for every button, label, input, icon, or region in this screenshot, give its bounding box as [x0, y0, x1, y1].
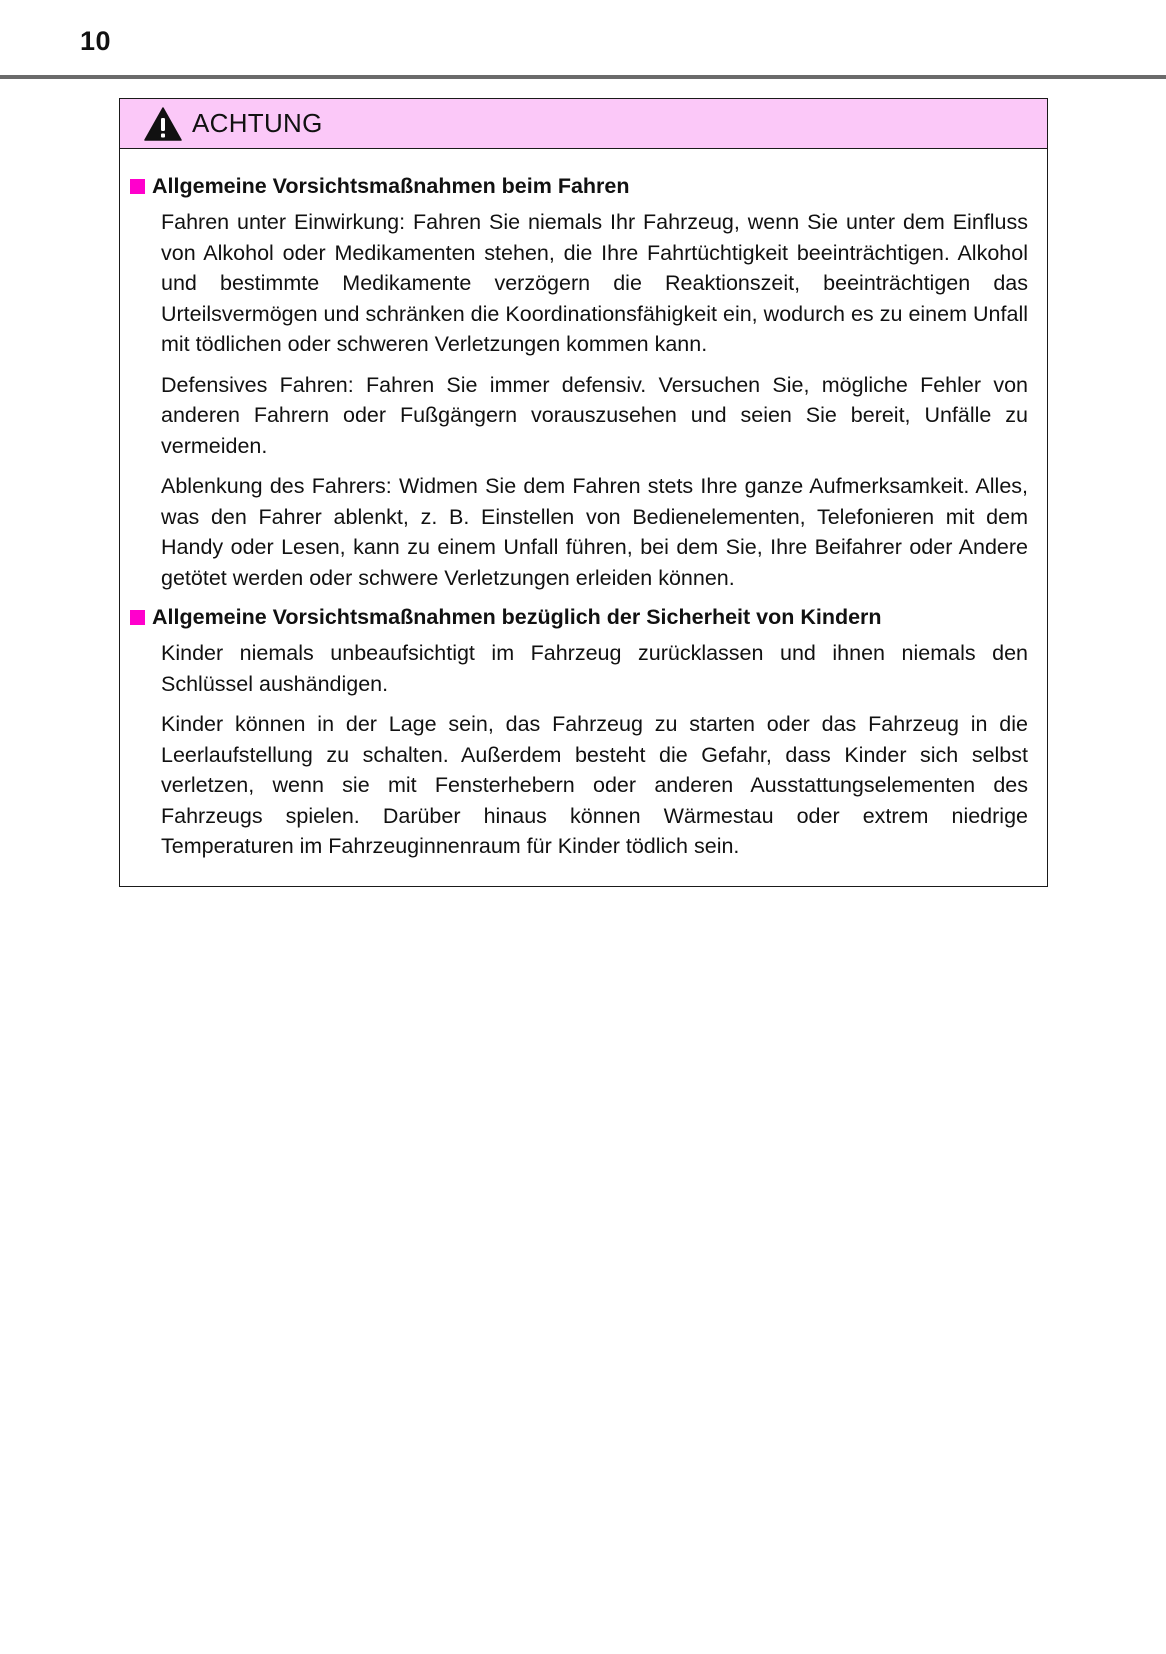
section-heading-text: Allgemeine Vorsichtsmaßnahmen bezüglich der Sicherheit von Kindern — [152, 605, 882, 629]
warning-triangle-icon — [144, 107, 182, 141]
square-bullet-icon — [130, 179, 145, 194]
page-number: 10 — [80, 26, 112, 56]
paragraph-driving-under-influence: Fahren unter Einwirkung: Fahren Sie niemals Ihr Fahrzeug, wenn Sie unter dem Einfluss von Alkohol oder Medikamenten stehen, die Ihre Fahrtüchtigkeit beeinträchtigen. Alkohol und bestimmte Medikamente verzögern die Reaktionszeit, beeinträchtigen das Urteilsvermögen und schränken die Koordinationsfähigkeit ein, wodurch es zu einem Unfall mit tödlichen oder schweren Verletzungen kommen kann. — [161, 210, 1028, 356]
warning-box — [119, 98, 1048, 887]
header-divider — [0, 75, 1166, 79]
warning-title: ACHTUNG — [192, 108, 323, 138]
paragraph-children-unattended: Kinder niemals unbeaufsichtigt im Fahrzeug zurücklassen und ihnen niemals den Schlüssel aushändigen. — [161, 641, 1028, 696]
warning-body — [120, 149, 1047, 886]
section-heading-text: Allgemeine Vorsichtsmaßnahmen beim Fahren — [152, 174, 630, 198]
square-bullet-icon — [130, 610, 145, 625]
section-heading-children — [130, 602, 1028, 632]
section-heading-driving — [130, 171, 1028, 201]
paragraph-defensive-driving: Defensives Fahren: Fahren Sie immer defensiv. Versuchen Sie, mögliche Fehler von anderen Fahrern oder Fußgängern vorauszusehen und seien Sie bereit, Unfälle zu vermeiden. — [161, 372, 1028, 458]
paragraph-children-dangers: Kinder können in der Lage sein, das Fahrzeug zu starten oder das Fahrzeug in die Leerlaufstellung zu schalten. Außerdem besteht die Gefahr, dass Kinder sich selbst verletzen, wenn sie mit Fensterhebern oder anderen Ausstattungselementen des Fahrzeugs spielen. Darüber hinaus können Wärmestau oder extrem niedrige Temperaturen im Fahrzeuginnenraum für Kinder tödlich sein. — [161, 712, 1028, 858]
paragraph-driver-distraction: Ablenkung des Fahrers: Widmen Sie dem Fahren stets Ihre ganze Aufmerksamkeit. Alles, was den Fahrer ablenkt, z. B. Einstellen von Bedienelementen, Telefonieren mit dem Handy oder Lesen, kann zu einem Unfall führen, bei dem Sie, Ihre Beifahrer oder Andere getötet werden oder schwere Verletzungen erleiden können. — [161, 474, 1028, 590]
warning-header — [120, 99, 1047, 149]
